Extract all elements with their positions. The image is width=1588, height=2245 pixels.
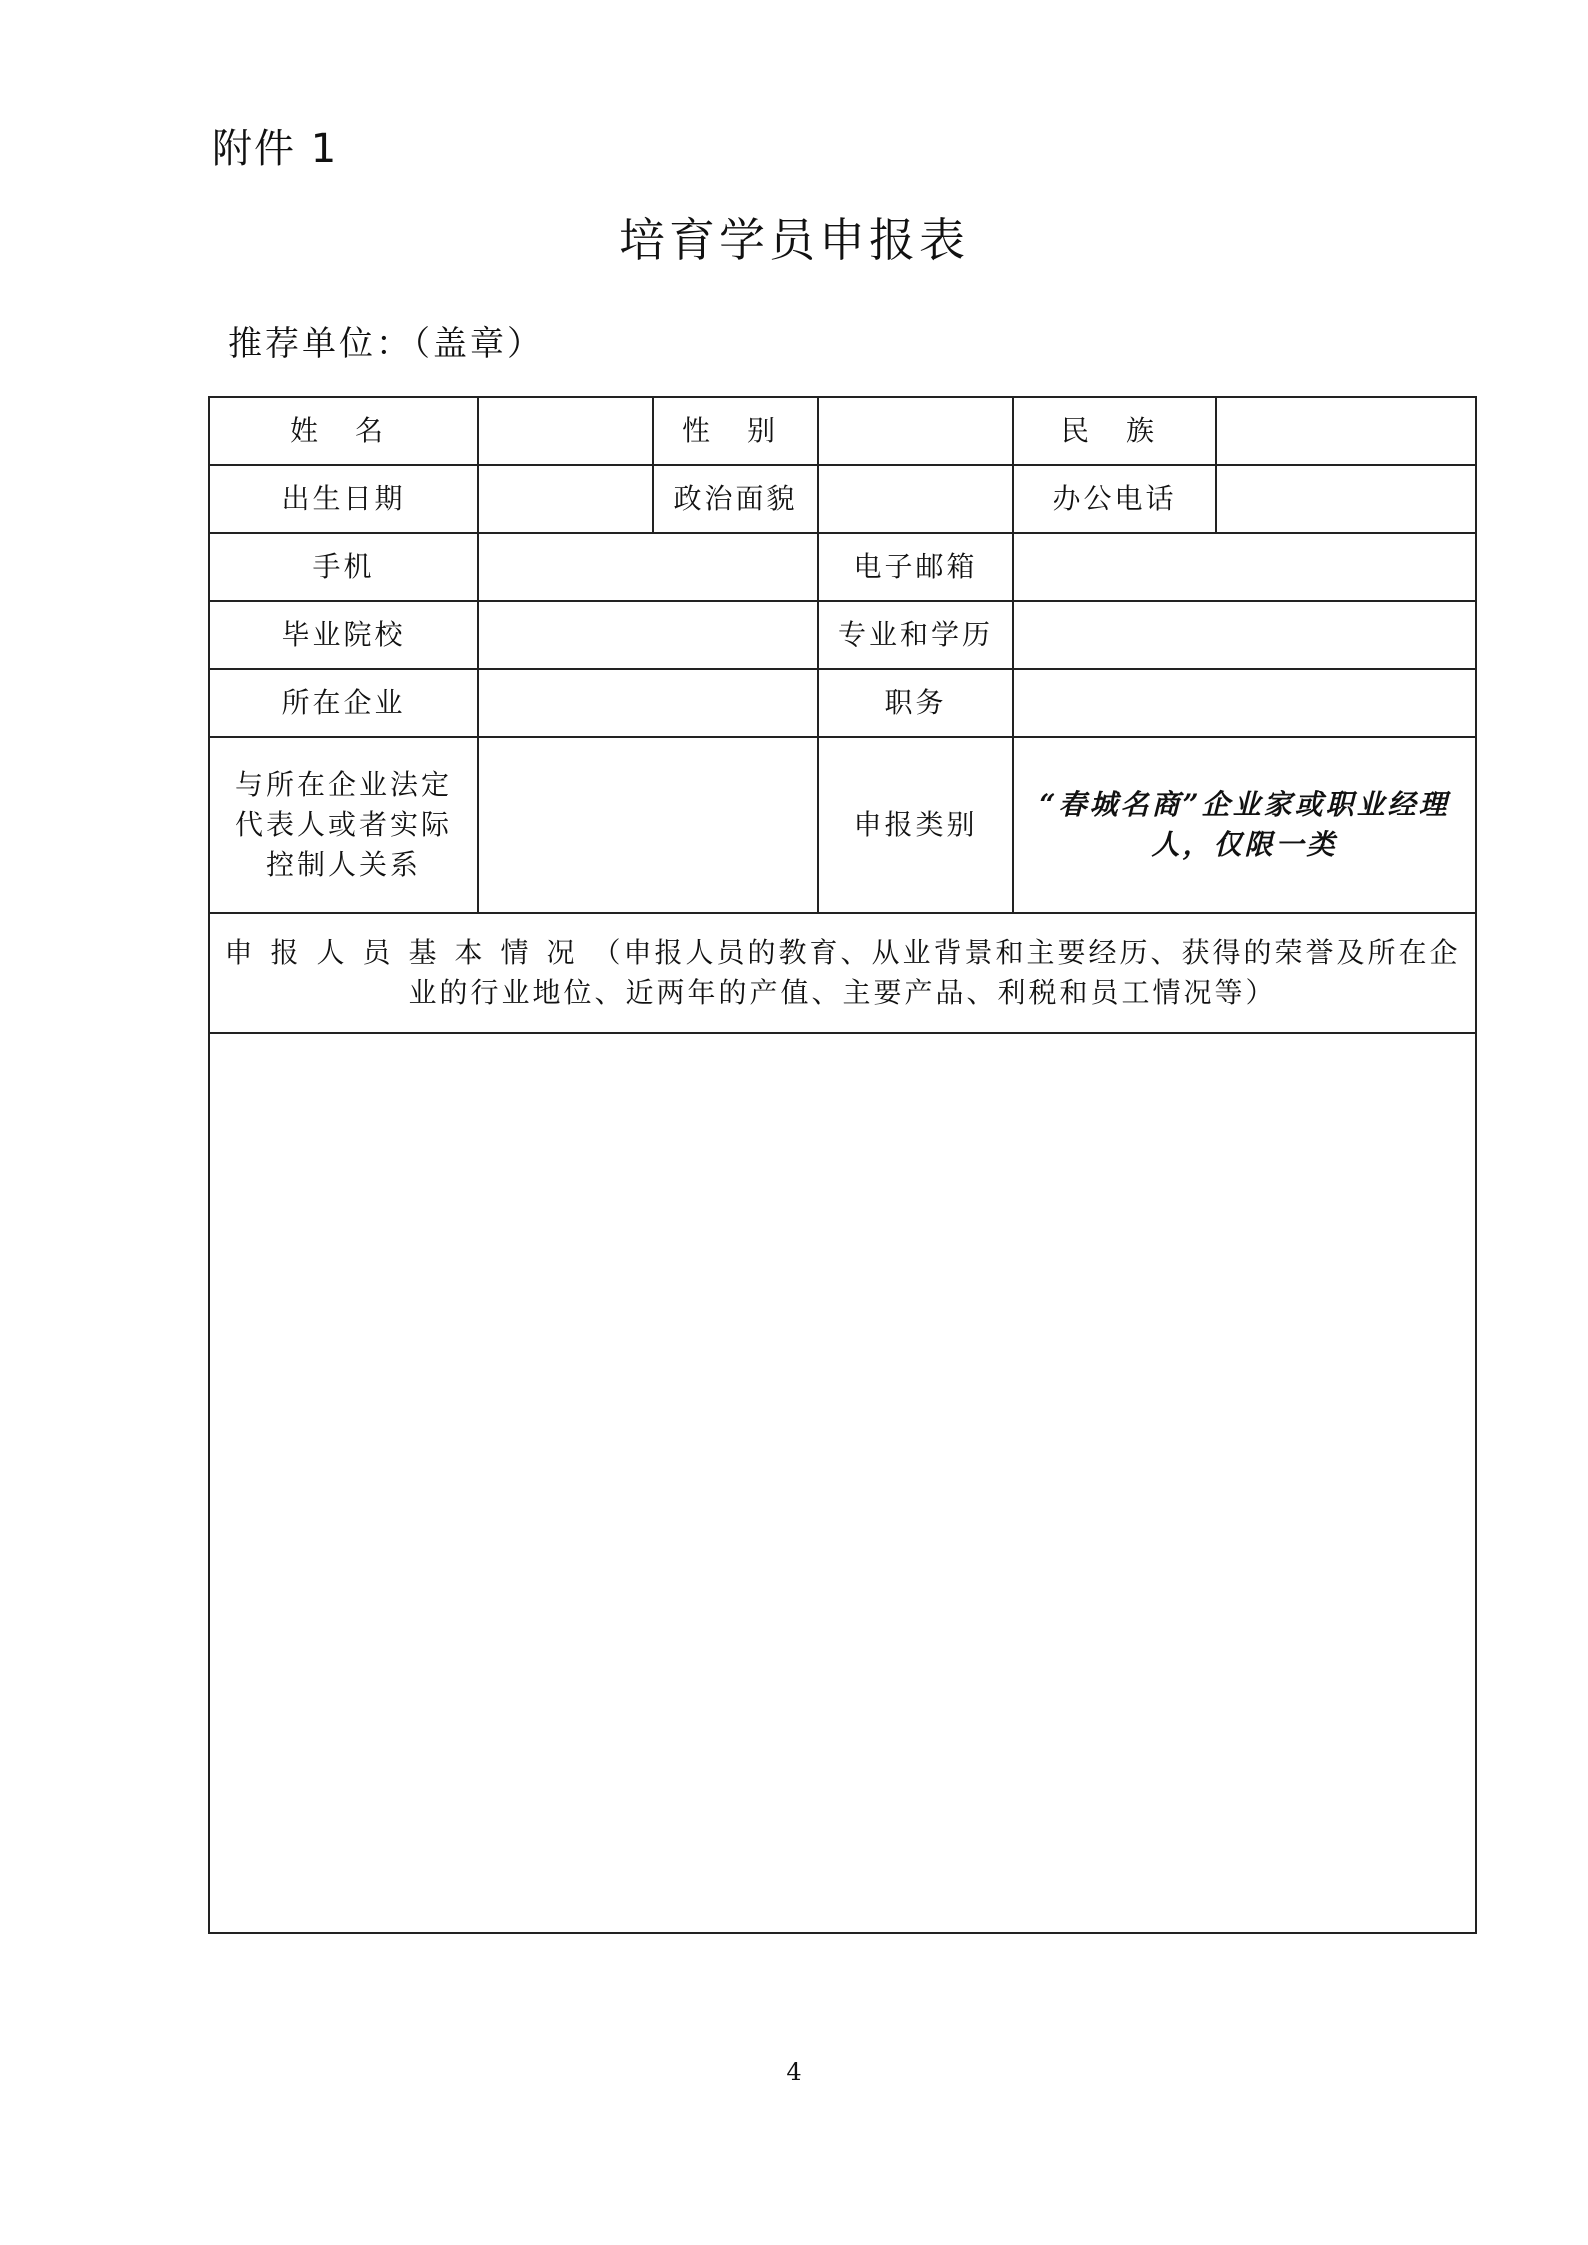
birth-date-label: 出生日期 [209, 465, 478, 533]
application-form-table [208, 396, 1477, 1934]
email-label: 电子邮箱 [818, 533, 1013, 601]
school-label: 毕业院校 [209, 601, 478, 669]
name-label: 姓 名 [209, 397, 478, 465]
relation-label: 与所在企业法定代表人或者实际控制人关系 [209, 737, 478, 913]
category-label: 申报类别 [818, 737, 1013, 913]
birth-date-field[interactable] [478, 465, 653, 533]
table-row [209, 913, 1476, 1033]
relation-field[interactable] [478, 737, 818, 913]
office-phone-field[interactable] [1216, 465, 1476, 533]
ethnicity-field[interactable] [1216, 397, 1476, 465]
table-row [209, 737, 1476, 913]
form-title: 培育学员申报表 [619, 213, 969, 267]
mobile-label: 手机 [209, 533, 478, 601]
name-field[interactable] [478, 397, 653, 465]
position-label: 职务 [818, 669, 1013, 737]
school-field[interactable] [478, 601, 818, 669]
office-phone-label: 办公电话 [1013, 465, 1216, 533]
basic-info-heading [209, 913, 1476, 1033]
recommend-unit-label: 推荐单位：（盖章） [228, 324, 544, 364]
mobile-field[interactable] [478, 533, 818, 601]
table-row [209, 465, 1476, 533]
attachment-label: 附件 1 [212, 126, 339, 172]
basic-info-lead: 申报人员基本情况 [224, 936, 593, 969]
gender-field[interactable] [818, 397, 1013, 465]
political-status-field[interactable] [818, 465, 1013, 533]
political-status-label: 政治面貌 [653, 465, 818, 533]
category-value: “春城名商”企业家或职业经理人，仅限一类 [1013, 737, 1476, 913]
major-degree-label: 专业和学历 [818, 601, 1013, 669]
table-row [209, 1033, 1476, 1933]
company-label: 所在企业 [209, 669, 478, 737]
position-field[interactable] [1013, 669, 1476, 737]
basic-info-field[interactable] [209, 1033, 1476, 1933]
email-field[interactable] [1013, 533, 1476, 601]
major-degree-field[interactable] [1013, 601, 1476, 669]
ethnicity-label: 民 族 [1013, 397, 1216, 465]
table-row [209, 533, 1476, 601]
page-number: 4 [786, 2058, 802, 2086]
company-field[interactable] [478, 669, 818, 737]
gender-label: 性 别 [653, 397, 818, 465]
table-row [209, 397, 1476, 465]
table-row [209, 669, 1476, 737]
table-row [209, 601, 1476, 669]
basic-info-desc: （申报人员的教育、从业背景和主要经历、获得的荣誉及所在企业的行业地位、近两年的产值、主要产品、利税和员工情况等） [408, 936, 1461, 1009]
